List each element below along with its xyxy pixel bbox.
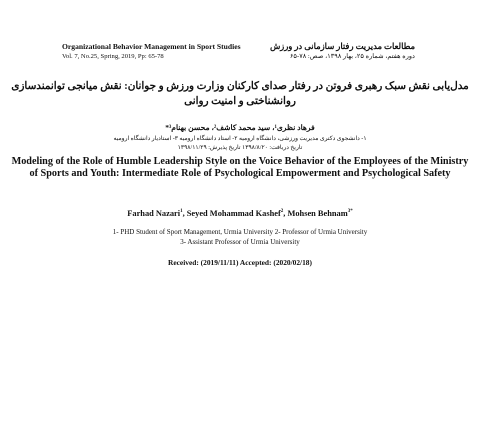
journal-header-persian — [215, 41, 415, 61]
author-name: Mohsen Behnam — [287, 208, 348, 218]
author-superscript: 2 — [280, 209, 284, 214]
author-superscript: 3* — [347, 209, 353, 214]
paper-title-persian: مدل‌یابی نقش سبک رهبری فروتن در رفتار صدای کارکنان وزارت ورزش و جوانان: نقش میانجی توانمندسازی روانشناختی و امنیت روانی — [11, 81, 469, 107]
accepted-label: Accepted: — [239, 258, 272, 267]
affiliations-english — [0, 227, 480, 247]
volume-info-persian: دوره هفتم، شماره ۲۵، بهار ۱۳۹۸، صص: ۷۸-۶۵ — [289, 53, 415, 60]
affiliations-persian: ۱- دانشجوی دکتری مدیریت ورزشی، دانشگاه ارومیه ۲- استاد دانشگاه ارومیه ۳- استادیار دانشگاه ارومیه — [113, 136, 367, 142]
journal-name-english: Organizational Behavior Management in Sport Studies — [62, 42, 241, 51]
author-name: Seyed Mohammad Kashef — [186, 208, 281, 218]
authors-english: Farhad Nazari$^1$, Seyed Mohammad Kashef$^2$, Mohsen Behnam$^{3*}$ — [127, 208, 353, 218]
received-label: Received: — [168, 258, 199, 267]
received-date: (2019/11/11) — [200, 258, 239, 267]
authors-persian: فرهاد نظری¹، سید محمد کاشف²، محسن بهنام³* — [165, 123, 315, 132]
paper-title-english: Modeling of the Role of Humble Leadership Style on the Voice Behavior of the Employees of the Ministry of Sports and Youth: Intermediate Role of Psychological Empowerment and Psychological Safety — [11, 156, 469, 179]
accepted-date: (2020/02/18) — [273, 258, 312, 267]
dates-english — [0, 258, 480, 268]
journal-name-persian: مطالعات مدیریت رفتار سازمانی در ورزش — [269, 42, 415, 51]
affiliation-line: 1- PHD Student of Sport Management, Urmia University 2- Professor of Urmia University — [112, 228, 368, 236]
author-superscript: 1 — [180, 209, 183, 214]
dates-persian: تاریخ دریافت: ۱۳۹۸/۸/۲۰ تاریخ پذیرش: ۱۳۹۸/۱۱/۲۹ — [177, 145, 303, 151]
author-name: Farhad Nazari — [127, 208, 181, 218]
volume-info-english: Vol. 7, No.25, Spring, 2019, Pp: 65-78 — [62, 53, 164, 60]
affiliation-line: 3- Assistant Professor of Urmia University — [180, 238, 300, 246]
